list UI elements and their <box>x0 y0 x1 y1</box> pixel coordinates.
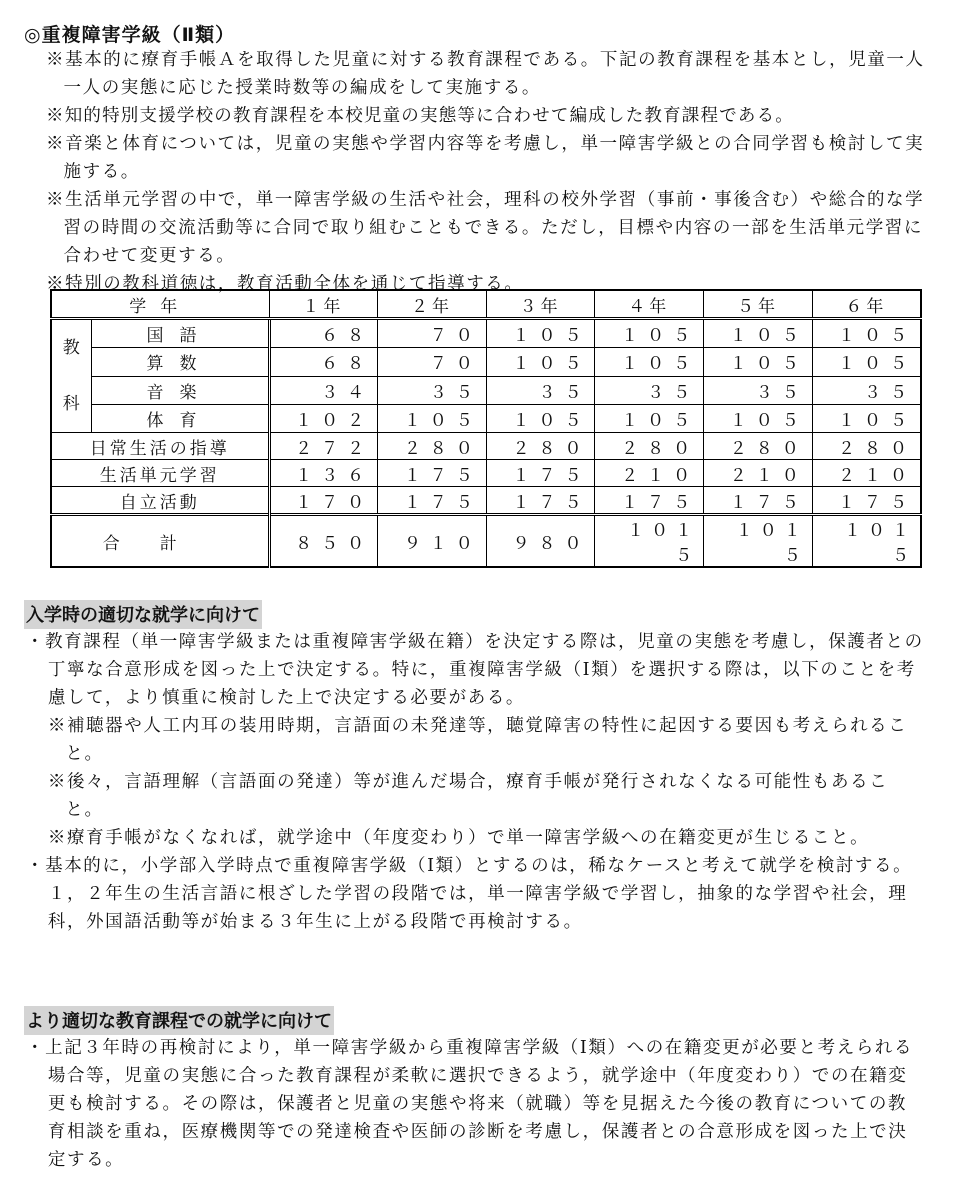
table-cell: １７５ <box>812 487 921 515</box>
table-row <box>51 460 921 487</box>
table-cell: １０５ <box>378 404 487 432</box>
table-cell: ６８ <box>269 348 378 376</box>
note-item: ※生活単元学習の中で，単一障害学級の生活や社会，理科の校外学習（事前・事後含む）や総合的な学習の時間の交流活動等に合同で取り組むこともできる。ただし，目標や内容の一部を生活単元学習に合わせて変更する。 <box>46 190 925 266</box>
table-row <box>51 319 921 348</box>
subnote-item: ※補聴器や人工内耳の装用時期，言語面の未発達等，聴覚障害の特性に起因する要因も考えられること。 <box>47 716 908 764</box>
table-cell: ２８０ <box>378 433 487 460</box>
note-item: ※知的特別支援学校の教育課程を本校児童の実態等に合わせて編成した教育課程である。 <box>46 106 794 126</box>
table-cell: １０５ <box>595 319 704 348</box>
enrollment-subnotes <box>48 712 926 852</box>
table-cell: １０１５ <box>812 515 921 568</box>
note-item: ※音楽と体育については，児童の実態や学習内容等を考慮し，単一障害学級との合同学習も検討して実施する。 <box>46 134 925 182</box>
notes-list <box>46 46 936 298</box>
subject-name: 体育 <box>91 404 269 432</box>
list-item <box>26 628 926 852</box>
subject-name: 国語 <box>91 319 269 348</box>
note-item: ※基本的に療育手帳Ａを取得した児童に対する教育課程である。下記の教育課程を基本とし，児童一人一人の実態に応じた授業時数等の編成をして実施する。 <box>46 50 925 98</box>
table-cell: １０２ <box>269 404 378 432</box>
grade-col: １年 <box>269 290 378 319</box>
table-cell: ６８ <box>269 319 378 348</box>
row-label: 日常生活の指導 <box>51 433 269 460</box>
table-row <box>51 433 921 460</box>
table-cell: １３６ <box>269 460 378 487</box>
table-cell: １７５ <box>595 487 704 515</box>
table-cell: １７５ <box>378 460 487 487</box>
curriculum-table <box>50 289 922 568</box>
table-cell: ３５ <box>486 376 595 404</box>
table-cell: ２１０ <box>595 460 704 487</box>
grade-col: ６年 <box>812 290 921 319</box>
note-item: ※特別の教科道徳は，教育活動全体を通じて指導する。 <box>46 274 524 294</box>
subject-group-text: 教科 <box>62 338 80 414</box>
table-header-row <box>51 290 921 319</box>
subject-group-label <box>51 319 91 433</box>
list-item-text: ・教育課程（単一障害学級または重複障害学級在籍）を決定する際は，児童の実態を考慮し，保護者との丁寧な合意形成を図った上で決定する。特に，重複障害学級（Ⅰ類）を選択する際は，以下のことを考慮して，より慎重に検討した上で決定する必要がある。 <box>26 632 924 708</box>
table-cell: １７５ <box>486 487 595 515</box>
table-cell: ３５ <box>378 376 487 404</box>
table-cell: １７５ <box>378 487 487 515</box>
table-cell: ２１０ <box>812 460 921 487</box>
table-row <box>51 348 921 376</box>
grade-header: 学年 <box>51 290 269 319</box>
grade-col: ２年 <box>378 290 487 319</box>
total-row <box>51 515 921 568</box>
table-row <box>51 404 921 432</box>
table-cell: ３５ <box>812 376 921 404</box>
table-cell: ２８０ <box>486 433 595 460</box>
course-heading: ◎重複障害学級（Ⅱ類） <box>24 24 236 46</box>
table-cell: １０５ <box>595 348 704 376</box>
table-cell: １０１５ <box>595 515 704 568</box>
table-cell: １７０ <box>269 487 378 515</box>
table-cell: １７５ <box>486 460 595 487</box>
subject-name: 算数 <box>91 348 269 376</box>
table-cell: １７５ <box>704 487 813 515</box>
table-cell: １０５ <box>812 348 921 376</box>
table-cell: ９８０ <box>486 515 595 568</box>
list-item: ・上記３年時の再検討により，単一障害学級から重複障害学級（Ⅰ類）への在籍変更が必要と考えられる場合等，児童の実態に合った教育課程が柔軟に選択できるよう，就学途中（年度変わり）での在籍変更も検討する。その際は，保護者と児童の実態や将来（就職）等を見据えた今後の教育についての教育相談を重ね，医療機関等での発達検査や医師の診断を考慮し，保護者との合意形成を図った上で決定する。 <box>26 1038 914 1170</box>
grade-col: ３年 <box>486 290 595 319</box>
grade-col: ４年 <box>595 290 704 319</box>
table-cell: ７０ <box>378 348 487 376</box>
section-title-enrollment: 入学時の適切な就学に向けて <box>24 600 262 629</box>
table-cell: ２８０ <box>812 433 921 460</box>
table-cell: ３５ <box>595 376 704 404</box>
grade-col: ５年 <box>704 290 813 319</box>
table-cell: １０５ <box>486 319 595 348</box>
table-cell: ２７２ <box>269 433 378 460</box>
total-label: 合計 <box>51 515 269 568</box>
table-cell: １０１５ <box>704 515 813 568</box>
enrollment-list <box>26 628 926 936</box>
table-cell: １０５ <box>486 404 595 432</box>
table-cell: １０５ <box>704 319 813 348</box>
list-item: ・基本的に，小学部入学時点で重複障害学級（Ⅰ類）とするのは，稀なケースと考えて就学を検討する。１，２年生の生活言語に根ざした学習の段階では，単一障害学級で学習し，抽象的な学習や社会，理科，外国語活動等が始まる３年生に上がる段階で再検討する。 <box>26 856 913 932</box>
table-row <box>51 487 921 515</box>
table-cell: ２１０ <box>704 460 813 487</box>
table-cell: １０５ <box>812 404 921 432</box>
section-title-appropriate: より適切な教育課程での就学に向けて <box>24 1006 334 1035</box>
table-cell: １０５ <box>595 404 704 432</box>
table-cell: ８５０ <box>269 515 378 568</box>
row-label: 生活単元学習 <box>51 460 269 487</box>
table-cell: １０５ <box>704 348 813 376</box>
table-row <box>51 376 921 404</box>
subject-name: 音楽 <box>91 376 269 404</box>
subnote-item: ※療育手帳がなくなれば，就学途中（年度変わり）で単一障害学級への在籍変更が生じること。 <box>47 828 870 848</box>
table-cell: ９１０ <box>378 515 487 568</box>
table-cell: ７０ <box>378 319 487 348</box>
table-cell: １０５ <box>704 404 813 432</box>
subnote-item: ※後々，言語理解（言語面の発達）等が進んだ場合，療育手帳が発行されなくなる可能性もあること。 <box>47 772 889 820</box>
table-cell: １０５ <box>812 319 921 348</box>
table-cell: ３５ <box>704 376 813 404</box>
table-cell: ２８０ <box>595 433 704 460</box>
table-cell: ２８０ <box>704 433 813 460</box>
table-cell: １０５ <box>486 348 595 376</box>
row-label: 自立活動 <box>51 487 269 515</box>
table-cell: ３４ <box>269 376 378 404</box>
appropriate-list <box>26 1034 926 1174</box>
